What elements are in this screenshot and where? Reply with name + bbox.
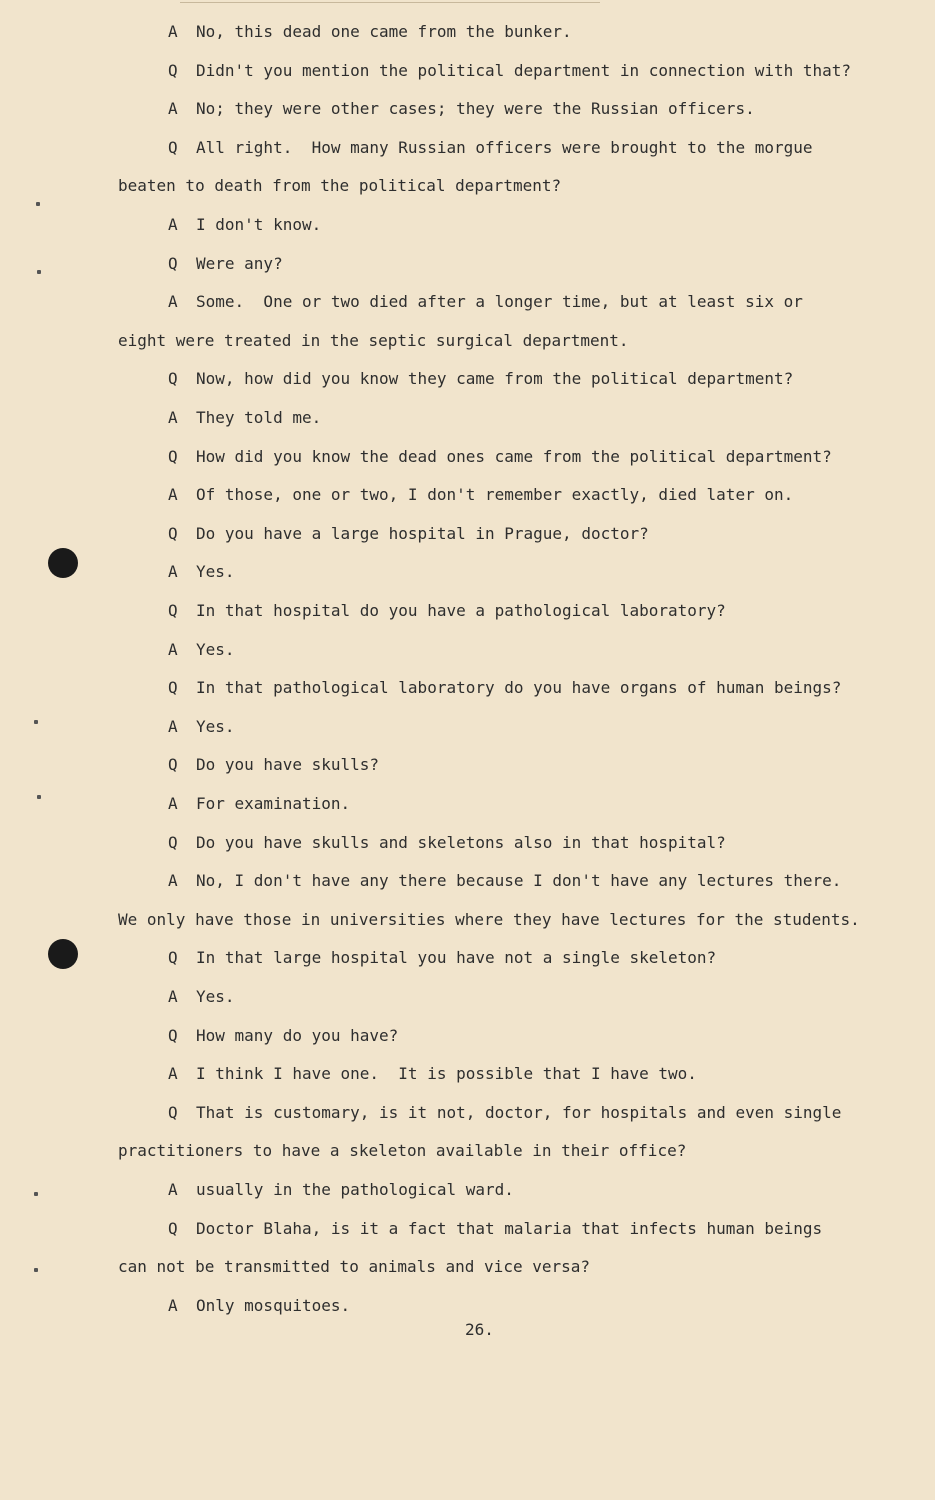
top-rule: [180, 2, 600, 3]
speaker-label: Q: [168, 61, 178, 80]
speaker-label: Q: [168, 601, 178, 620]
line-text: How many do you have?: [196, 1026, 399, 1045]
line-text: How did you know the dead ones came from the political department?: [196, 447, 832, 466]
line-text-continued: eight were treated in the septic surgical department.: [118, 331, 629, 350]
line-text: Do you have a large hospital in Prague, doctor?: [196, 524, 649, 543]
speaker-label: Q: [168, 948, 178, 967]
line-text: Yes.: [196, 717, 235, 736]
line-text: They told me.: [196, 408, 322, 427]
speaker-label: Q: [168, 254, 178, 273]
speaker-label: A: [168, 485, 178, 504]
page-number: 26.: [465, 1320, 494, 1339]
line-text: Yes.: [196, 640, 235, 659]
speaker-label: A: [168, 408, 178, 427]
line-text: Didn't you mention the political department in connection with that?: [196, 61, 852, 80]
line-text: Some. One or two died after a longer time, but at least six or: [196, 292, 803, 311]
speaker-label: A: [168, 292, 178, 311]
line-text: In that large hospital you have not a single skeleton?: [196, 948, 717, 967]
speaker-label: Q: [168, 1103, 178, 1122]
speaker-label: A: [168, 1180, 178, 1199]
speaker-label: A: [168, 562, 178, 581]
speaker-label: Q: [168, 369, 178, 388]
punch-hole-bottom: [48, 939, 78, 969]
speaker-label: A: [168, 717, 178, 736]
margin-mark: [34, 720, 38, 724]
margin-mark: [36, 202, 40, 206]
margin-mark: [34, 1268, 38, 1272]
speaker-label: Q: [168, 138, 178, 157]
line-text: No, I don't have any there because I don't have any lectures there.: [196, 871, 842, 890]
line-text: Do you have skulls and skeletons also in that hospital?: [196, 833, 726, 852]
speaker-label: A: [168, 215, 178, 234]
line-text: In that hospital do you have a pathological laboratory?: [196, 601, 726, 620]
margin-mark: [37, 270, 41, 274]
punch-hole-top: [48, 548, 78, 578]
margin-mark: [34, 1192, 38, 1196]
line-text: Doctor Blaha, is it a fact that malaria that infects human beings: [196, 1219, 823, 1238]
speaker-label: Q: [168, 524, 178, 543]
line-text: No; they were other cases; they were the Russian officers.: [196, 99, 755, 118]
speaker-label: A: [168, 22, 178, 41]
line-text: Were any?: [196, 254, 283, 273]
line-text-continued: can not be transmitted to animals and vice versa?: [118, 1257, 591, 1276]
speaker-label: A: [168, 99, 178, 118]
speaker-label: A: [168, 987, 178, 1006]
line-text: No, this dead one came from the bunker.: [196, 22, 572, 41]
speaker-label: Q: [168, 833, 178, 852]
speaker-label: Q: [168, 1219, 178, 1238]
speaker-label: A: [168, 1064, 178, 1083]
line-text: usually in the pathological ward.: [196, 1180, 514, 1199]
line-text-continued: We only have those in universities where they have lectures for the students.: [118, 910, 860, 929]
speaker-label: A: [168, 1296, 178, 1315]
line-text: Only mosquitoes.: [196, 1296, 351, 1315]
margin-mark: [37, 795, 41, 799]
speaker-label: A: [168, 794, 178, 813]
speaker-label: Q: [168, 678, 178, 697]
line-text: All right. How many Russian officers were brought to the morgue: [196, 138, 813, 157]
line-text: Now, how did you know they came from the political department?: [196, 369, 794, 388]
speaker-label: Q: [168, 1026, 178, 1045]
line-text: Of those, one or two, I don't remember exactly, died later on.: [196, 485, 794, 504]
line-text: I think I have one. It is possible that I have two.: [196, 1064, 697, 1083]
speaker-label: A: [168, 871, 178, 890]
line-text: Yes.: [196, 987, 235, 1006]
line-text: That is customary, is it not, doctor, for hospitals and even single: [196, 1103, 842, 1122]
speaker-label: Q: [168, 755, 178, 774]
speaker-label: Q: [168, 447, 178, 466]
speaker-label: A: [168, 640, 178, 659]
line-text-continued: practitioners to have a skeleton available in their office?: [118, 1141, 687, 1160]
line-text: Yes.: [196, 562, 235, 581]
line-text-continued: beaten to death from the political department?: [118, 176, 562, 195]
line-text: For examination.: [196, 794, 351, 813]
line-text: Do you have skulls?: [196, 755, 380, 774]
line-text: I don't know.: [196, 215, 322, 234]
line-text: In that pathological laboratory do you have organs of human beings?: [196, 678, 842, 697]
